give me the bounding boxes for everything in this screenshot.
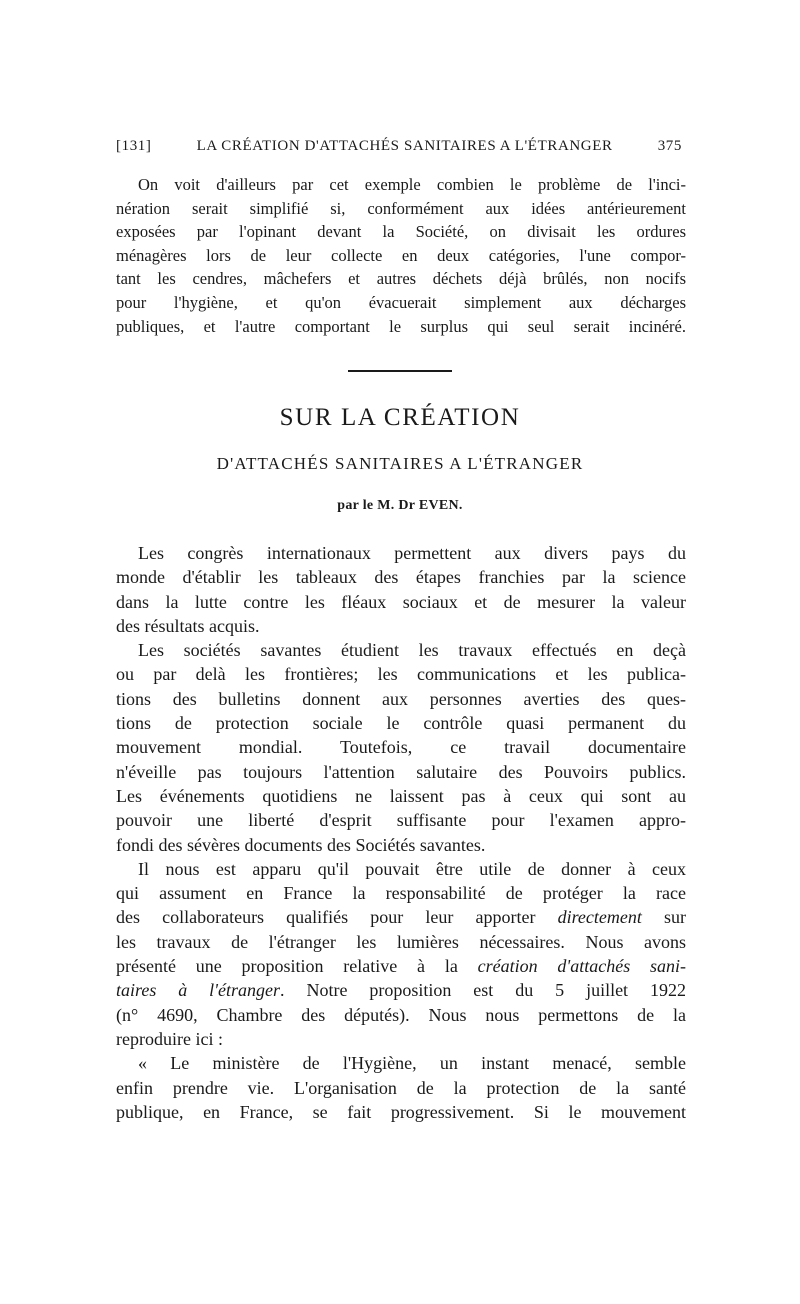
- text-line: des résultats acquis.: [116, 615, 260, 636]
- text-line: ménagères lors de leur collecte en deux catégories, l'une compor-: [116, 245, 686, 265]
- text-line: « Le ministère de l'Hygiène, un instant menacé, semble: [138, 1053, 686, 1074]
- italic-phrase: taires à l'étranger: [116, 980, 281, 1001]
- article-byline: par le M. Dr EVEN.: [337, 498, 463, 513]
- text-line: tions des bulletins donnent aux personnes averties des ques-: [116, 688, 686, 709]
- text-line: présenté une proposition relative à la création d'attachés sani-: [116, 956, 686, 977]
- article-body: [116, 541, 686, 1124]
- italic-phrase: création d'attachés sani-: [477, 956, 686, 977]
- text-line: n'éveille pas toujours l'attention salutaire des Pouvoirs publics.: [116, 761, 686, 782]
- article-title: SUR LA CRÉATION: [279, 404, 521, 431]
- text-line: Il nous est apparu qu'il pouvait être utile de donner à ceux: [138, 858, 686, 879]
- running-title: LA CRÉATION D'ATTACHÉS SANITAIRES A L'ÉTRANGER: [196, 138, 613, 154]
- italic-phrase: directement: [557, 907, 642, 928]
- text-line: monde d'établir les tableaux des étapes franchies par la science: [116, 567, 686, 588]
- section-divider: [348, 370, 452, 372]
- text-line: les travaux de l'étranger les lumières nécessaires. Nous avons: [116, 931, 686, 952]
- article-subtitle: D'ATTACHÉS SANITAIRES A L'ÉTRANGER: [216, 454, 584, 473]
- section-reference: [131]: [116, 138, 152, 154]
- text-line: Les congrès internationaux permettent aux divers pays du: [138, 543, 686, 563]
- text-line: (n° 4690, Chambre des députés). Nous nous permettons de la: [116, 1004, 686, 1025]
- text-line: pouvoir une liberté d'esprit suffisante pour l'examen appro-: [116, 810, 686, 831]
- text-line: Les événements quotidiens ne laissent pas à ceux qui sont au: [116, 785, 686, 806]
- text-line: taires à l'étranger. Notre proposition est du 5 juillet 1922: [116, 980, 686, 1001]
- text-line: On voit d'ailleurs par cet exemple combien le problème de l'inci-: [138, 175, 686, 194]
- text-line: publiques, et l'autre comportant le surplus qui seul serait incinéré.: [116, 316, 686, 336]
- text-line: reproduire ici :: [116, 1028, 223, 1049]
- text-line: tant les cendres, mâchefers et autres déchets déjà brûlés, non nocifs: [116, 269, 686, 289]
- text-line: tions de protection sociale le contrôle quasi permanent du: [116, 713, 686, 734]
- text-line: exposées par l'opinant devant la Société, on divisait les ordures: [116, 222, 686, 242]
- text-line: publique, en France, se fait progressivement. Si le mouvement: [116, 1101, 686, 1122]
- text-line: dans la lutte contre les fléaux sociaux et de mesurer la valeur: [116, 591, 686, 612]
- text-line: pour l'hygiène, et qu'on évacuerait simplement aux décharges: [116, 292, 686, 312]
- page-number: 375: [657, 138, 682, 154]
- text-line: mouvement mondial. Toutefois, ce travail documentaire: [116, 737, 686, 758]
- text-line: nération serait simplifié si, conformément aux idées antérieurement: [116, 198, 686, 218]
- text-line: Les sociétés savantes étudient les travaux effectués en deçà: [138, 640, 686, 661]
- text-line: fondi des sévères documents des Sociétés savantes.: [116, 834, 486, 855]
- text-line: qui assument en France la responsabilité de protéger la race: [116, 883, 686, 904]
- text-line: des collaborateurs qualifiés pour leur apporter directement sur: [116, 907, 687, 928]
- previous-section-paragraph: [116, 173, 686, 338]
- running-header: [116, 138, 682, 155]
- text-line: ou par delà les frontières; les communications et les publica-: [116, 664, 686, 685]
- text-line: enfin prendre vie. L'organisation de la protection de la santé: [116, 1077, 686, 1098]
